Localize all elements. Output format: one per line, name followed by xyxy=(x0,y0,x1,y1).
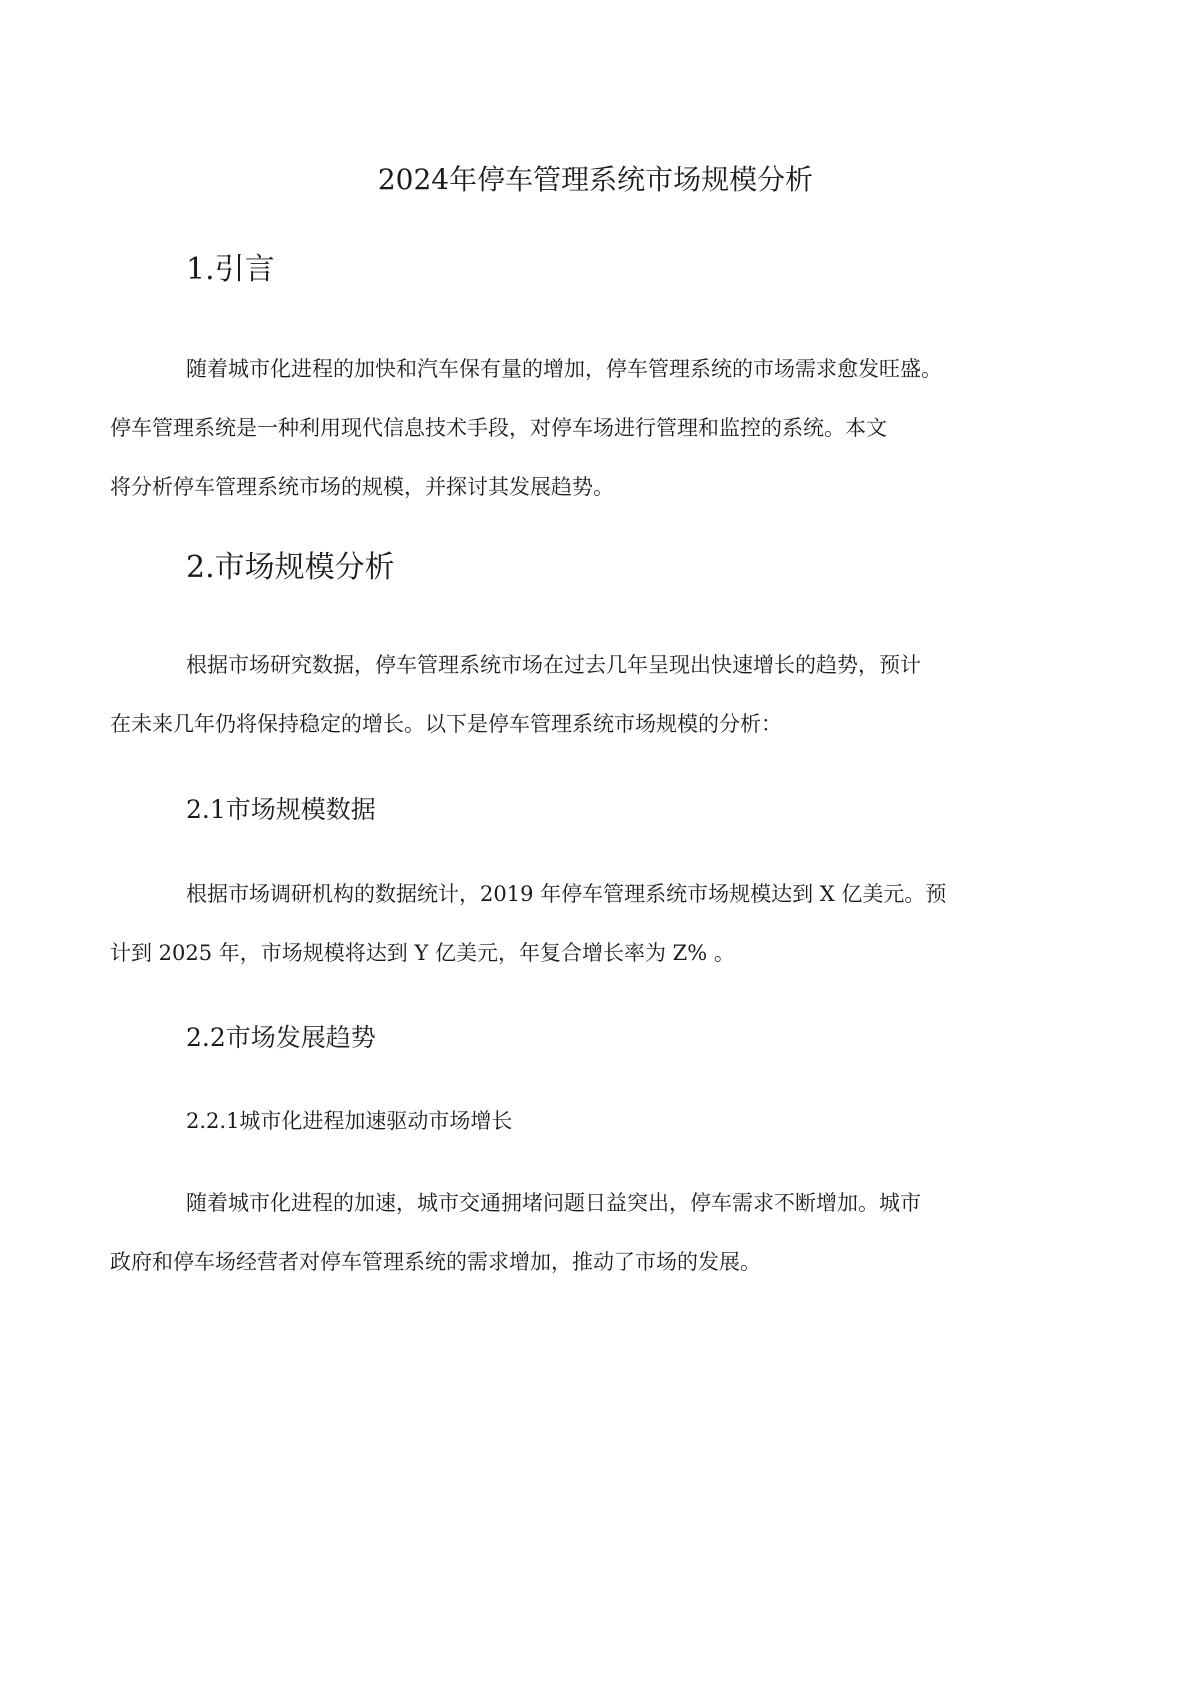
paragraph-line: 根据市场调研机构的数据统计，2019 年停车管理系统市场规模达到 X 亿美元。预 xyxy=(186,882,947,906)
paragraph-line: 政府和停车场经营者对停车管理系统的需求增加，推动了市场的发展。 xyxy=(110,1250,761,1274)
paragraph-line: 根据市场研究数据，停车管理系统市场在过去几年呈现出快速增长的趋势，预计 xyxy=(186,653,921,677)
subsection-heading-trend: 2.2.1城市化进程加速驱动市场增长 xyxy=(186,1109,513,1133)
paragraph-intro xyxy=(110,340,1053,517)
paragraph-line: 停车管理系统是一种利用现代信息技术手段，对停车场进行管理和监控的系统。本文 xyxy=(110,416,887,440)
paragraph-line: 将分析停车管理系统市场的规模，并探讨其发展趋势。 xyxy=(110,475,614,499)
paragraph-line: 随着城市化进程的加快和汽车保有量的增加，停车管理系统的市场需求愈发旺盛。 xyxy=(186,357,942,381)
document-title: 2024年停车管理系统市场规模分析 xyxy=(377,163,814,196)
paragraph-data xyxy=(110,865,1053,983)
section-heading-market: 2.市场规模分析 xyxy=(186,550,395,585)
section-heading-trend: 2.2市场发展趋势 xyxy=(186,1023,376,1052)
paragraph-market xyxy=(110,636,1053,754)
paragraph-line: 计到 2025 年，市场规模将达到 Y 亿美元，年复合增长率为 Z% 。 xyxy=(110,941,735,965)
section-heading-data: 2.1市场规模数据 xyxy=(186,795,376,824)
paragraph-trend xyxy=(110,1174,1053,1292)
section-heading-intro: 1.引言 xyxy=(186,252,275,287)
paragraph-line: 随着城市化进程的加速，城市交通拥堵问题日益突出，停车需求不断增加。城市 xyxy=(186,1191,921,1215)
paragraph-line: 在未来几年仍将保持稳定的增长。以下是停车管理系统市场规模的分析： xyxy=(110,712,782,736)
